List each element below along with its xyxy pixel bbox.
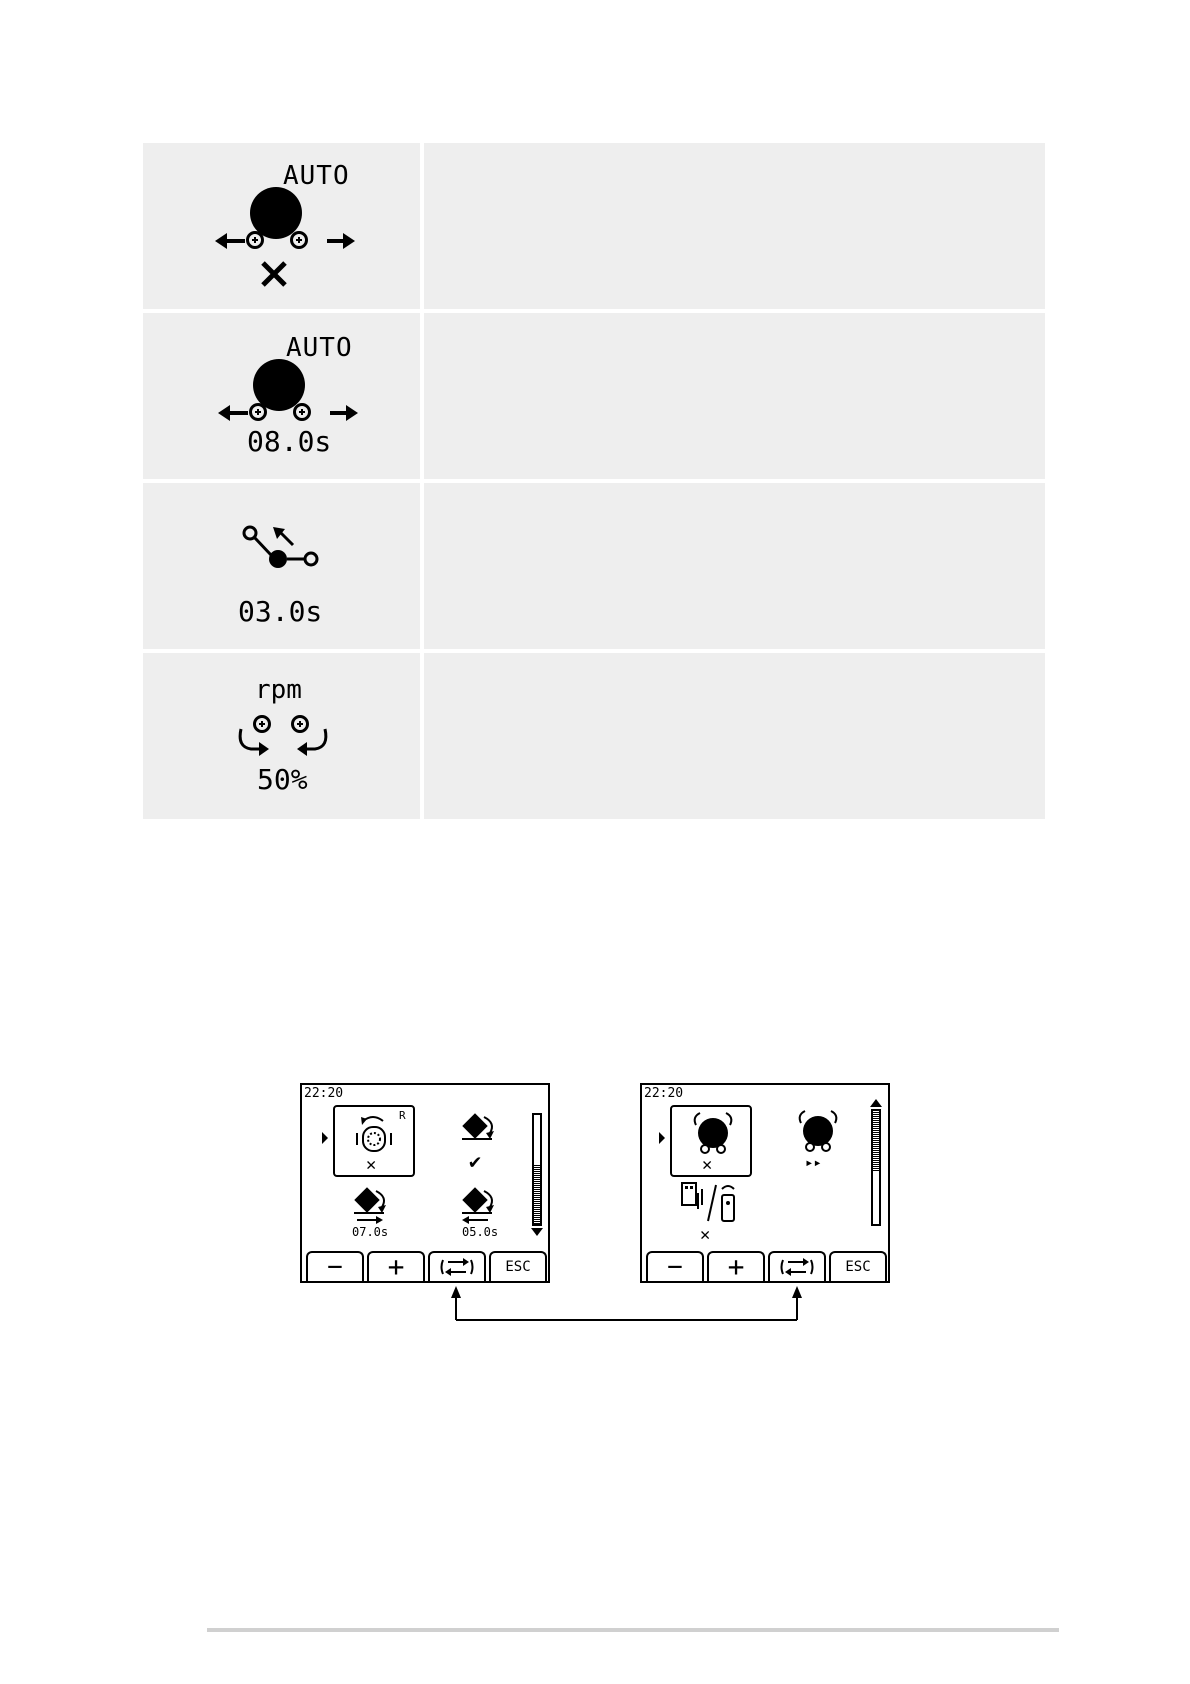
description-cell [424,143,1045,309]
plus-icon: + [727,1250,745,1283]
esc-label: ESC [845,1259,871,1275]
swivel-head-icon [353,1113,393,1157]
plus-button[interactable] [367,1251,425,1281]
cross-icon: ✕ [702,1155,713,1175]
table-row [143,653,1045,819]
cross-icon [261,261,287,287]
r-label: R [399,1109,406,1122]
footer-rule [207,1628,1059,1632]
head-right-icon [354,1187,390,1217]
oscillation-icon [243,523,323,573]
device-screen-1 [300,1083,550,1283]
icon-table [143,143,1045,823]
auto-label: AUTO [283,161,350,191]
time-value: 08.0s [247,425,332,458]
auto-ball-off-cell [143,143,420,309]
table-row [143,143,1045,309]
cursor-arrow-icon [659,1132,665,1144]
esc-label: ESC [505,1259,531,1275]
double-arrow-icon [218,403,358,423]
scrollbar[interactable] [871,1109,881,1226]
scrollbar-thumb[interactable] [534,1165,540,1224]
table-row [143,313,1045,479]
time-value: 03.0s [238,595,323,628]
scrollbar-thumb[interactable] [873,1111,879,1171]
esc-button[interactable] [829,1251,887,1281]
description-cell [424,313,1045,479]
plus-button[interactable] [707,1251,765,1281]
oscillation-timer-cell [143,483,420,649]
auto-label: AUTO [286,333,353,363]
arrow-right-icon [357,1216,383,1224]
device-screen-2 [640,1083,890,1283]
minus-icon: − [667,1252,683,1282]
head-rotate-icon [462,1113,498,1143]
rotation-arrows-icon [235,727,331,757]
ball-forward-icon [795,1109,841,1153]
toggle-icon [439,1256,475,1278]
toggle-button[interactable] [768,1251,826,1281]
cross-icon: ✕ [366,1155,377,1175]
time-value: 07.0s [352,1225,389,1239]
minus-button[interactable] [646,1251,704,1281]
toggle-icon [779,1256,815,1278]
plus-icon: + [387,1250,405,1283]
menu-item-swivel[interactable] [333,1105,415,1177]
remote-icon [680,1181,740,1227]
menu-item-ball-auto[interactable] [670,1105,752,1177]
minus-button[interactable] [306,1251,364,1281]
double-arrow-icon [215,231,355,251]
fast-forward-icon: ▸▸ [805,1155,822,1171]
toggle-button[interactable] [428,1251,486,1281]
scrollbar[interactable] [532,1113,542,1226]
scroll-down-icon[interactable] [531,1228,543,1236]
scroll-up-icon[interactable] [870,1099,882,1107]
check-icon: ✔ [469,1149,482,1173]
rpm-cell [143,653,420,819]
percent-value: 50% [257,763,308,796]
time-value: 05.0s [462,1225,499,1239]
description-cell [424,653,1045,819]
rpm-label: rpm [255,675,302,705]
auto-ball-timer-cell [143,313,420,479]
cursor-arrow-icon [322,1132,328,1144]
esc-button[interactable] [489,1251,547,1281]
clock: 22:20 [304,1086,344,1101]
minus-icon: − [327,1252,343,1282]
arrow-left-icon [462,1216,488,1224]
head-left-icon [462,1187,498,1217]
cross-icon: ✕ [700,1225,711,1245]
description-cell [424,483,1045,649]
ball-auto-icon [690,1111,736,1155]
table-row [143,483,1045,649]
clock: 22:20 [644,1086,684,1101]
